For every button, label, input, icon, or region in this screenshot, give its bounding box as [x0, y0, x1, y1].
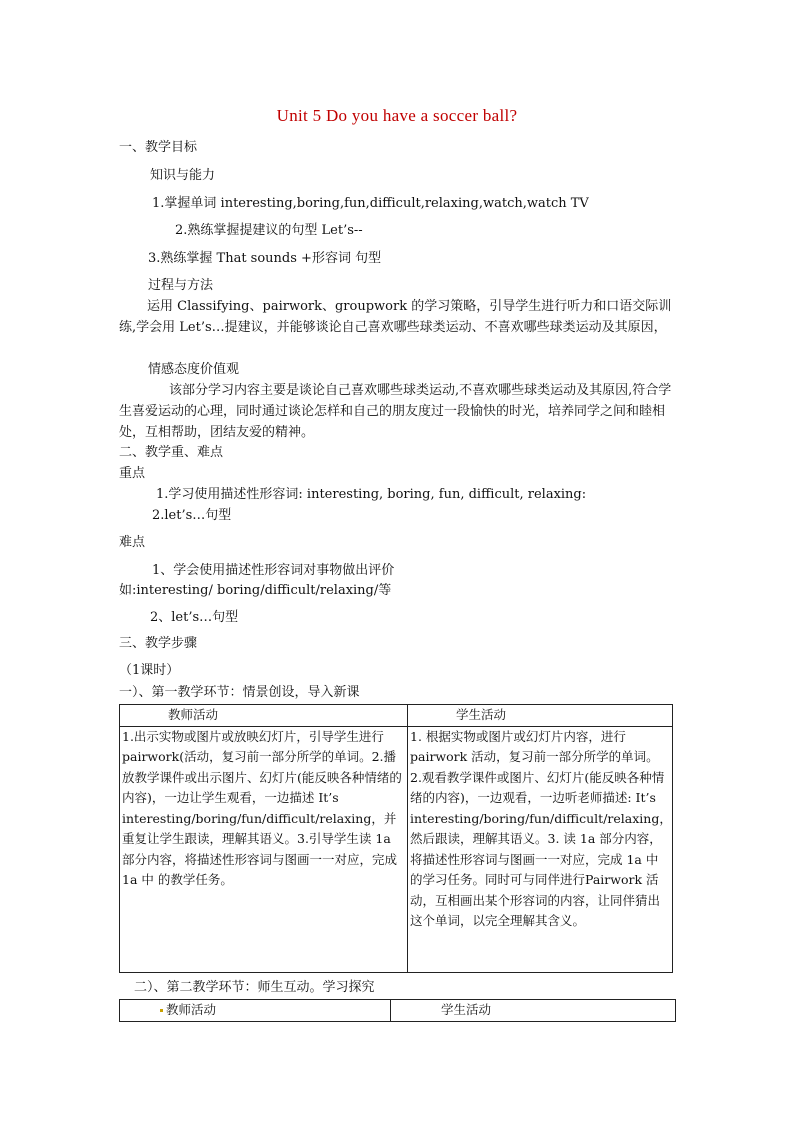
key-point-2: 2.let’s…句型: [152, 508, 232, 523]
step-1-title: 一）、第一教学环节：情景创设，导入新课: [119, 685, 360, 700]
objective-1: [152, 195, 589, 213]
step-2-title: 二）、第二教学环节：师生互动。学习探究: [134, 980, 375, 995]
lesson-count: （1课时）: [119, 663, 180, 678]
table-header-row: [120, 1000, 676, 1022]
table-row: [120, 726, 673, 972]
section-2-heading: 二、教学重、难点: [119, 445, 224, 460]
emotion-heading: 情感态度价值观: [148, 362, 240, 377]
key-points-heading: 重点: [119, 466, 146, 481]
section-3-heading: 三、教学步骤: [119, 636, 198, 651]
document-title: Unit 5 Do you have a soccer ball?: [276, 106, 518, 125]
process-paragraph: 运用 Classifying、pairwork、groupwork 的学习策略，引导学生进行听力和口语交际训练,学会用 Let’s…提建议，并能够谈论自己喜欢哪些球类运动、不喜欢哪些球类运动及其原因，: [119, 299, 672, 335]
knowledge-heading: 知识与能力: [150, 168, 216, 183]
key-point-1: 1.学习使用描述性形容词: interesting, boring, fun, difficult, relaxing:: [156, 487, 587, 502]
objective-2: 2.熟练掌握提建议的句型 Let’s--: [175, 223, 363, 238]
step-2-table: [119, 999, 676, 1022]
section-1-heading: 一、教学目标: [119, 140, 198, 155]
difficult-point-1-examples: 如:interesting/ boring/difficult/relaxing/等: [119, 583, 392, 598]
marker-dot: [160, 1009, 163, 1012]
process-heading: 过程与方法: [148, 278, 214, 293]
objective-1-text: 1.掌握单词 interesting,boring,fun,difficult,relaxing,watch,watch TV: [152, 196, 589, 211]
step-1-table: [119, 704, 673, 973]
table-header-row: [120, 705, 673, 727]
teacher-activity-header-2-label: 教师活动: [166, 1002, 217, 1017]
objective-3: 3.熟练掌握 That sounds +形容词 句型: [148, 251, 382, 266]
student-activity-header-2: 学生活动: [391, 1000, 676, 1022]
teacher-activity-header-2: [120, 1000, 391, 1022]
teacher-activity-header: 教师活动: [120, 705, 408, 727]
difficult-points-heading: 难点: [119, 535, 146, 550]
difficult-point-1: 1、学会使用描述性形容词对事物做出评价: [152, 563, 395, 578]
teacher-activity-cell: 1.出示实物或图片或放映幻灯片，引导学生进行 pairwork(活动，复习前一部分所学的单词。2.播放教学课件或出示图片、幻灯片(能反映各种情绪的内容)，一边让学生观看，一边描述 It’s interesting/boring/fun/difficult/relaxing，并重复让学生跟读，理解其语义。3.引导学生读 1a 部分内容，将描述性形容词与图画一一对应，完成 1a 中 的教学任务。: [120, 726, 408, 972]
student-activity-cell: 1. 根据实物或图片或幻灯片内容，进行 pairwork 活动，复习前一部分所学的单词。2.观看教学课件或图片、幻灯片(能反映各种情绪的内容)，一边观看，一边听老师描述: It’s interesting/boring/fun/difficult/relaxing，然后跟读，理解其语义。3. 读 1a 部分内容，将描述性形容词与图画一一对应，完成 1a 中的学习任务。同时可与同伴进行Pairwork 活动，互相画出某个形容词的内容，让同伴猜出这个单词，以完全理解其含义。: [408, 726, 673, 972]
difficult-point-2: 2、let’s…句型: [150, 610, 239, 625]
student-activity-header: 学生活动: [408, 705, 673, 727]
emotion-paragraph: 该部分学习内容主要是谈论自己喜欢哪些球类运动,不喜欢哪些球类运动及其原因,符合学生喜爱运动的心理，同时通过谈论怎样和自己的朋友度过一段愉快的时光，培养同学之间和睦相处，互相帮助，团结友爱的精神。: [119, 383, 672, 440]
